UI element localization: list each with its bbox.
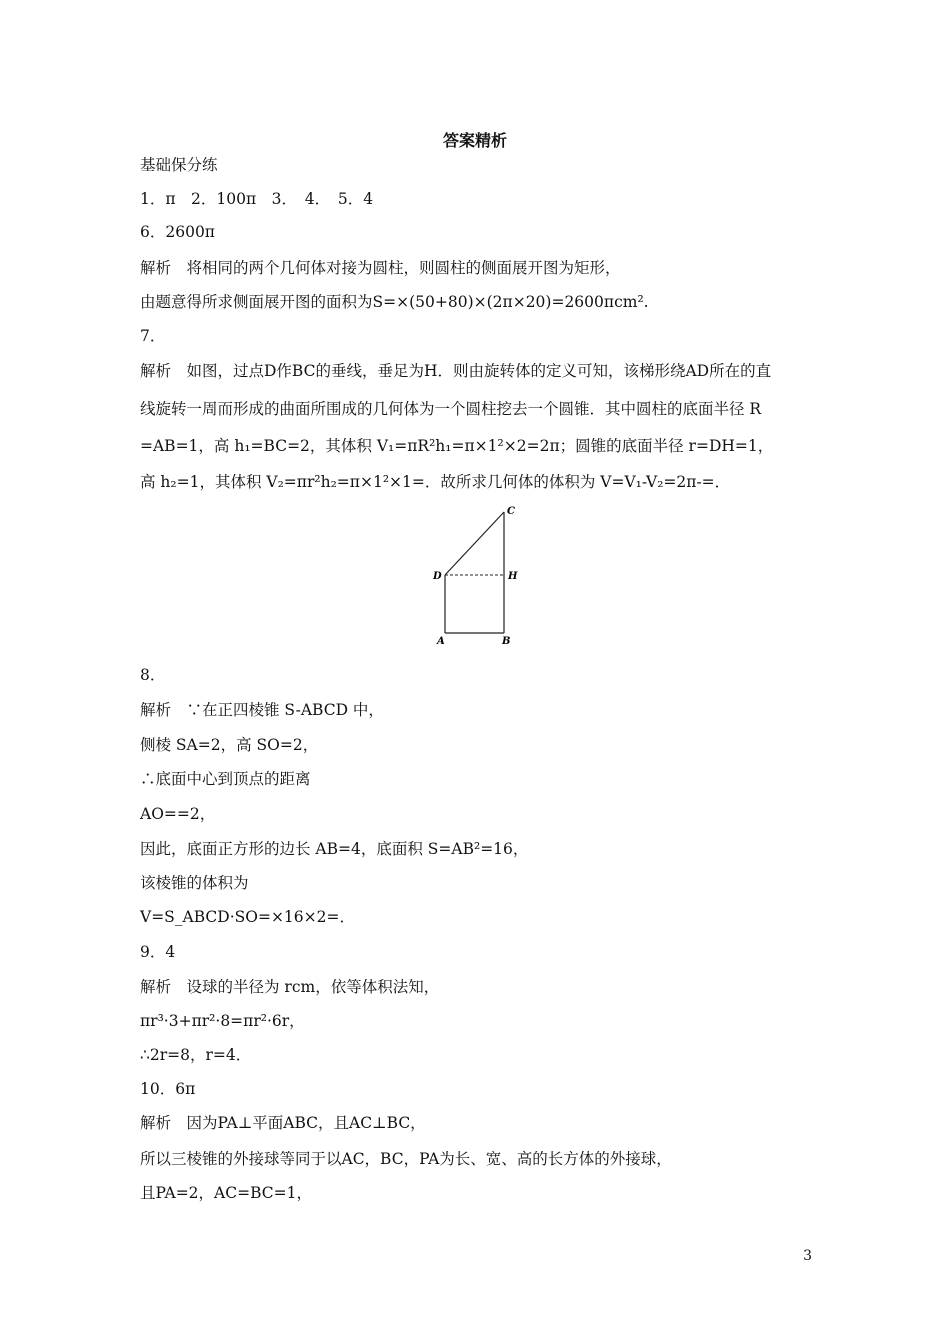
answer-line: 解析 ∵在正四棱锥 S-ABCD 中， (140, 701, 384, 719)
page-number: 3 (803, 1248, 812, 1264)
answer-line: 解析 因为PA⊥平面ABC，且AC⊥BC， (140, 1114, 426, 1132)
label-b: B (502, 636, 511, 647)
answer-line: V=S_ABCD·SO=×16×2=． (140, 908, 355, 926)
answer-line: 所以三棱锥的外接球等同于以AC，BC，PA为长、宽、高的长方体的外接球， (140, 1150, 672, 1168)
answer-line: πr³·3+πr²·8=πr²·6r， (140, 1012, 305, 1030)
label-c: C (507, 506, 515, 517)
answer-line: 因此，底面正方形的边长 AB=4，底面积 S=AB²=16， (140, 840, 529, 858)
answer-line: =AB=1，高 h₁=BC=2，其体积 V₁=πR²h₁=π×1²×2=2π；圆锥的底面半径 r=DH=1， (140, 437, 774, 455)
answer-line: 且PA=2，AC=BC=1， (140, 1184, 312, 1202)
answer-line: 6．2600π (140, 223, 215, 241)
answer-line: 该棱锥的体积为 (140, 874, 249, 892)
answer-line: 高 h₂=1，其体积 V₂=πr²h₂=π×1²×1=．故所求几何体的体积为 V=V₁-V₂=2π-=． (140, 473, 731, 491)
answer-line: 解析 将相同的两个几何体对接为圆柱，则圆柱的侧面展开图为矩形， (140, 259, 621, 277)
answer-line: ∴底面中心到顶点的距离 (140, 770, 311, 788)
answer-line: 9．4 (140, 943, 176, 961)
answer-line: 10．6π (140, 1080, 196, 1098)
answer-line: 解析 如图，过点D作BC的垂线，垂足为H．则由旋转体的定义可知，该梯形绕AD所在的直 (140, 362, 772, 380)
answer-line: 8． (140, 666, 166, 684)
page-title: 答案精析 (442, 131, 507, 150)
answer-line: 7． (140, 327, 166, 345)
answer-line: 解析 设球的半径为 rcm，依等体积法知， (140, 978, 440, 996)
label-d: D (433, 571, 442, 582)
answer-line: 侧棱 SA=2，高 SO=2， (140, 736, 319, 754)
section-heading: 基础保分练 (140, 156, 218, 174)
answer-line: 线旋转一周而形成的曲面所围成的几何体为一个圆柱挖去一个圆锥．其中圆柱的底面半径 R (140, 400, 762, 418)
trapezoid-figure (430, 500, 530, 650)
answer-line: ∴2r=8，r=4． (140, 1046, 252, 1064)
answer-line: 1．π 2．100π 3． 4． 5．4 (140, 190, 374, 208)
label-h: H (508, 571, 518, 582)
answer-line: 由题意得所求侧面展开图的面积为S=×(50+80)×(2π×20)=2600πcm². (140, 293, 649, 311)
label-a: A (437, 636, 445, 647)
answer-line: AO==2， (140, 805, 216, 823)
